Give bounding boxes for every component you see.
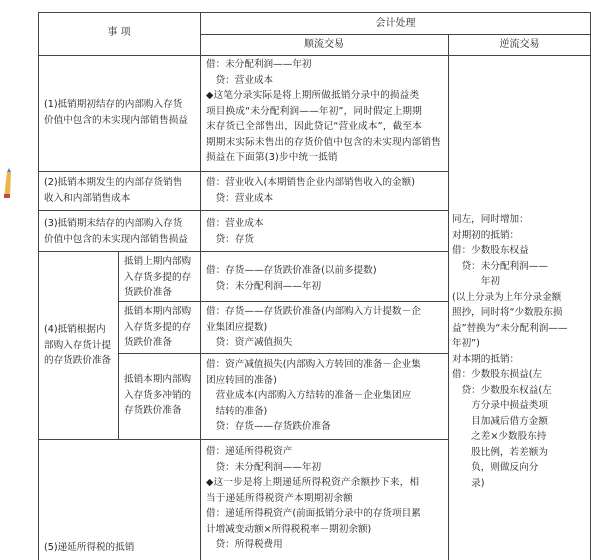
- rule-r4-s1: [118, 301, 448, 302]
- upstream-text: 同左，同时增加： 对期初的抵销： 借：少数股东权益 贷：未分配利润—— 年初 (以上分录为上年分录金额 照抄，同时将“少数股东损 益”替换为“未分配利润—— 年初”) 对本期的抵销： 借：少数股东损益(左 贷：少数股东权益(左 方分录中损益类项 目加减后借方金额 之差×少数股东持 股比例，若差额为 负，则做反向分 录): [452, 214, 568, 489]
- rule-up-left: [448, 34, 449, 560]
- rule-left: [38, 12, 39, 560]
- r3-entry: 借：营业成本 贷：存货: [206, 218, 264, 245]
- rule-r3: [38, 251, 448, 252]
- rule-header-mid: [200, 34, 591, 35]
- pencil-icon: [2, 168, 14, 200]
- r4-s1-label: 抵销上期内部购 入存货多提的存 货跌价准备: [124, 256, 192, 298]
- r4-s1-entry: 借：存货——存货跌价准备(以前多提数) 贷：未分配利润——年初: [206, 265, 377, 292]
- rule-r1: [38, 171, 448, 172]
- r4-s3-entry: 借：资产减值损失(内部购入方转回的准备－企业集 团应转回的准备) 营业成本(内部购入方结转的准备－企业集团应 结转的准备) 贷：存货——存货跌价准备: [206, 359, 421, 432]
- rule-header-bottom: [38, 55, 591, 56]
- rule-top: [38, 12, 591, 13]
- r5-label: (5)递延所得税的抵销: [44, 542, 135, 553]
- r2-entry: 借：营业收入(本期销售企业内部销售收入的金额) 贷：营业成本: [206, 177, 415, 204]
- rule-sub-col: [118, 251, 119, 439]
- r1-label: (1)抵销期初结存的内部购入存货 价值中包含的未实现内部销售损益: [44, 99, 188, 126]
- header-downstream: 顺流交易: [304, 39, 344, 50]
- r4-s3-label: 抵销本期内部购 入存货多冲销的 存货跌价准备: [124, 374, 192, 416]
- r5-entry: 借：递延所得税资产 贷：未分配利润——年初 ◆这一步是将上期递延所得税资产余额抄下来，相 当于递延所得税资产本期期初余额 借：递延所得税资产(前面抵销分录中的存货项目累 计增减变动额×所得税税率－期初余额) 贷：所得税费用: [206, 446, 421, 550]
- r4-s2-label: 抵销本期内部购 入存货多提的存 货跌价准备: [124, 306, 192, 348]
- rule-r4: [38, 439, 448, 440]
- header-matter: 事 项: [107, 27, 131, 38]
- rule-r2: [38, 210, 448, 211]
- r1-entry: 借：未分配利润——年初 贷：营业成本 ◆这笔分录实际是将上期所做抵销分录中的损益类 项目换成“未分配利润——年初”，同时假定上期期 末存货已全部售出，因此贷记“营业成本”，截至本 期期末实际未售出的存货价值中包含的未实现内部销售 损益在下面第(3)步中统一抵销: [206, 59, 442, 163]
- r2-label: (2)抵销本期发生的内部存货销售 收入和内部销售成本: [44, 177, 183, 204]
- header-upstream: 逆流交易: [499, 39, 540, 50]
- r4-s2-entry: 借：存货——存货跌价准备(内部购入方计提数－企 业集团应提数) 贷：资产减值损失: [206, 306, 421, 348]
- rule-r4-s2: [118, 353, 448, 354]
- r4-label: (4)抵销根据内 部购入存货计提 的存货跌价准备: [44, 324, 112, 366]
- header-accounting: 会计处理: [375, 18, 416, 29]
- rule-matter-right: [200, 12, 201, 560]
- r3-label: (3)抵销期末结存的内部购入存货 价值中包含的未实现内部销售损益: [44, 218, 188, 245]
